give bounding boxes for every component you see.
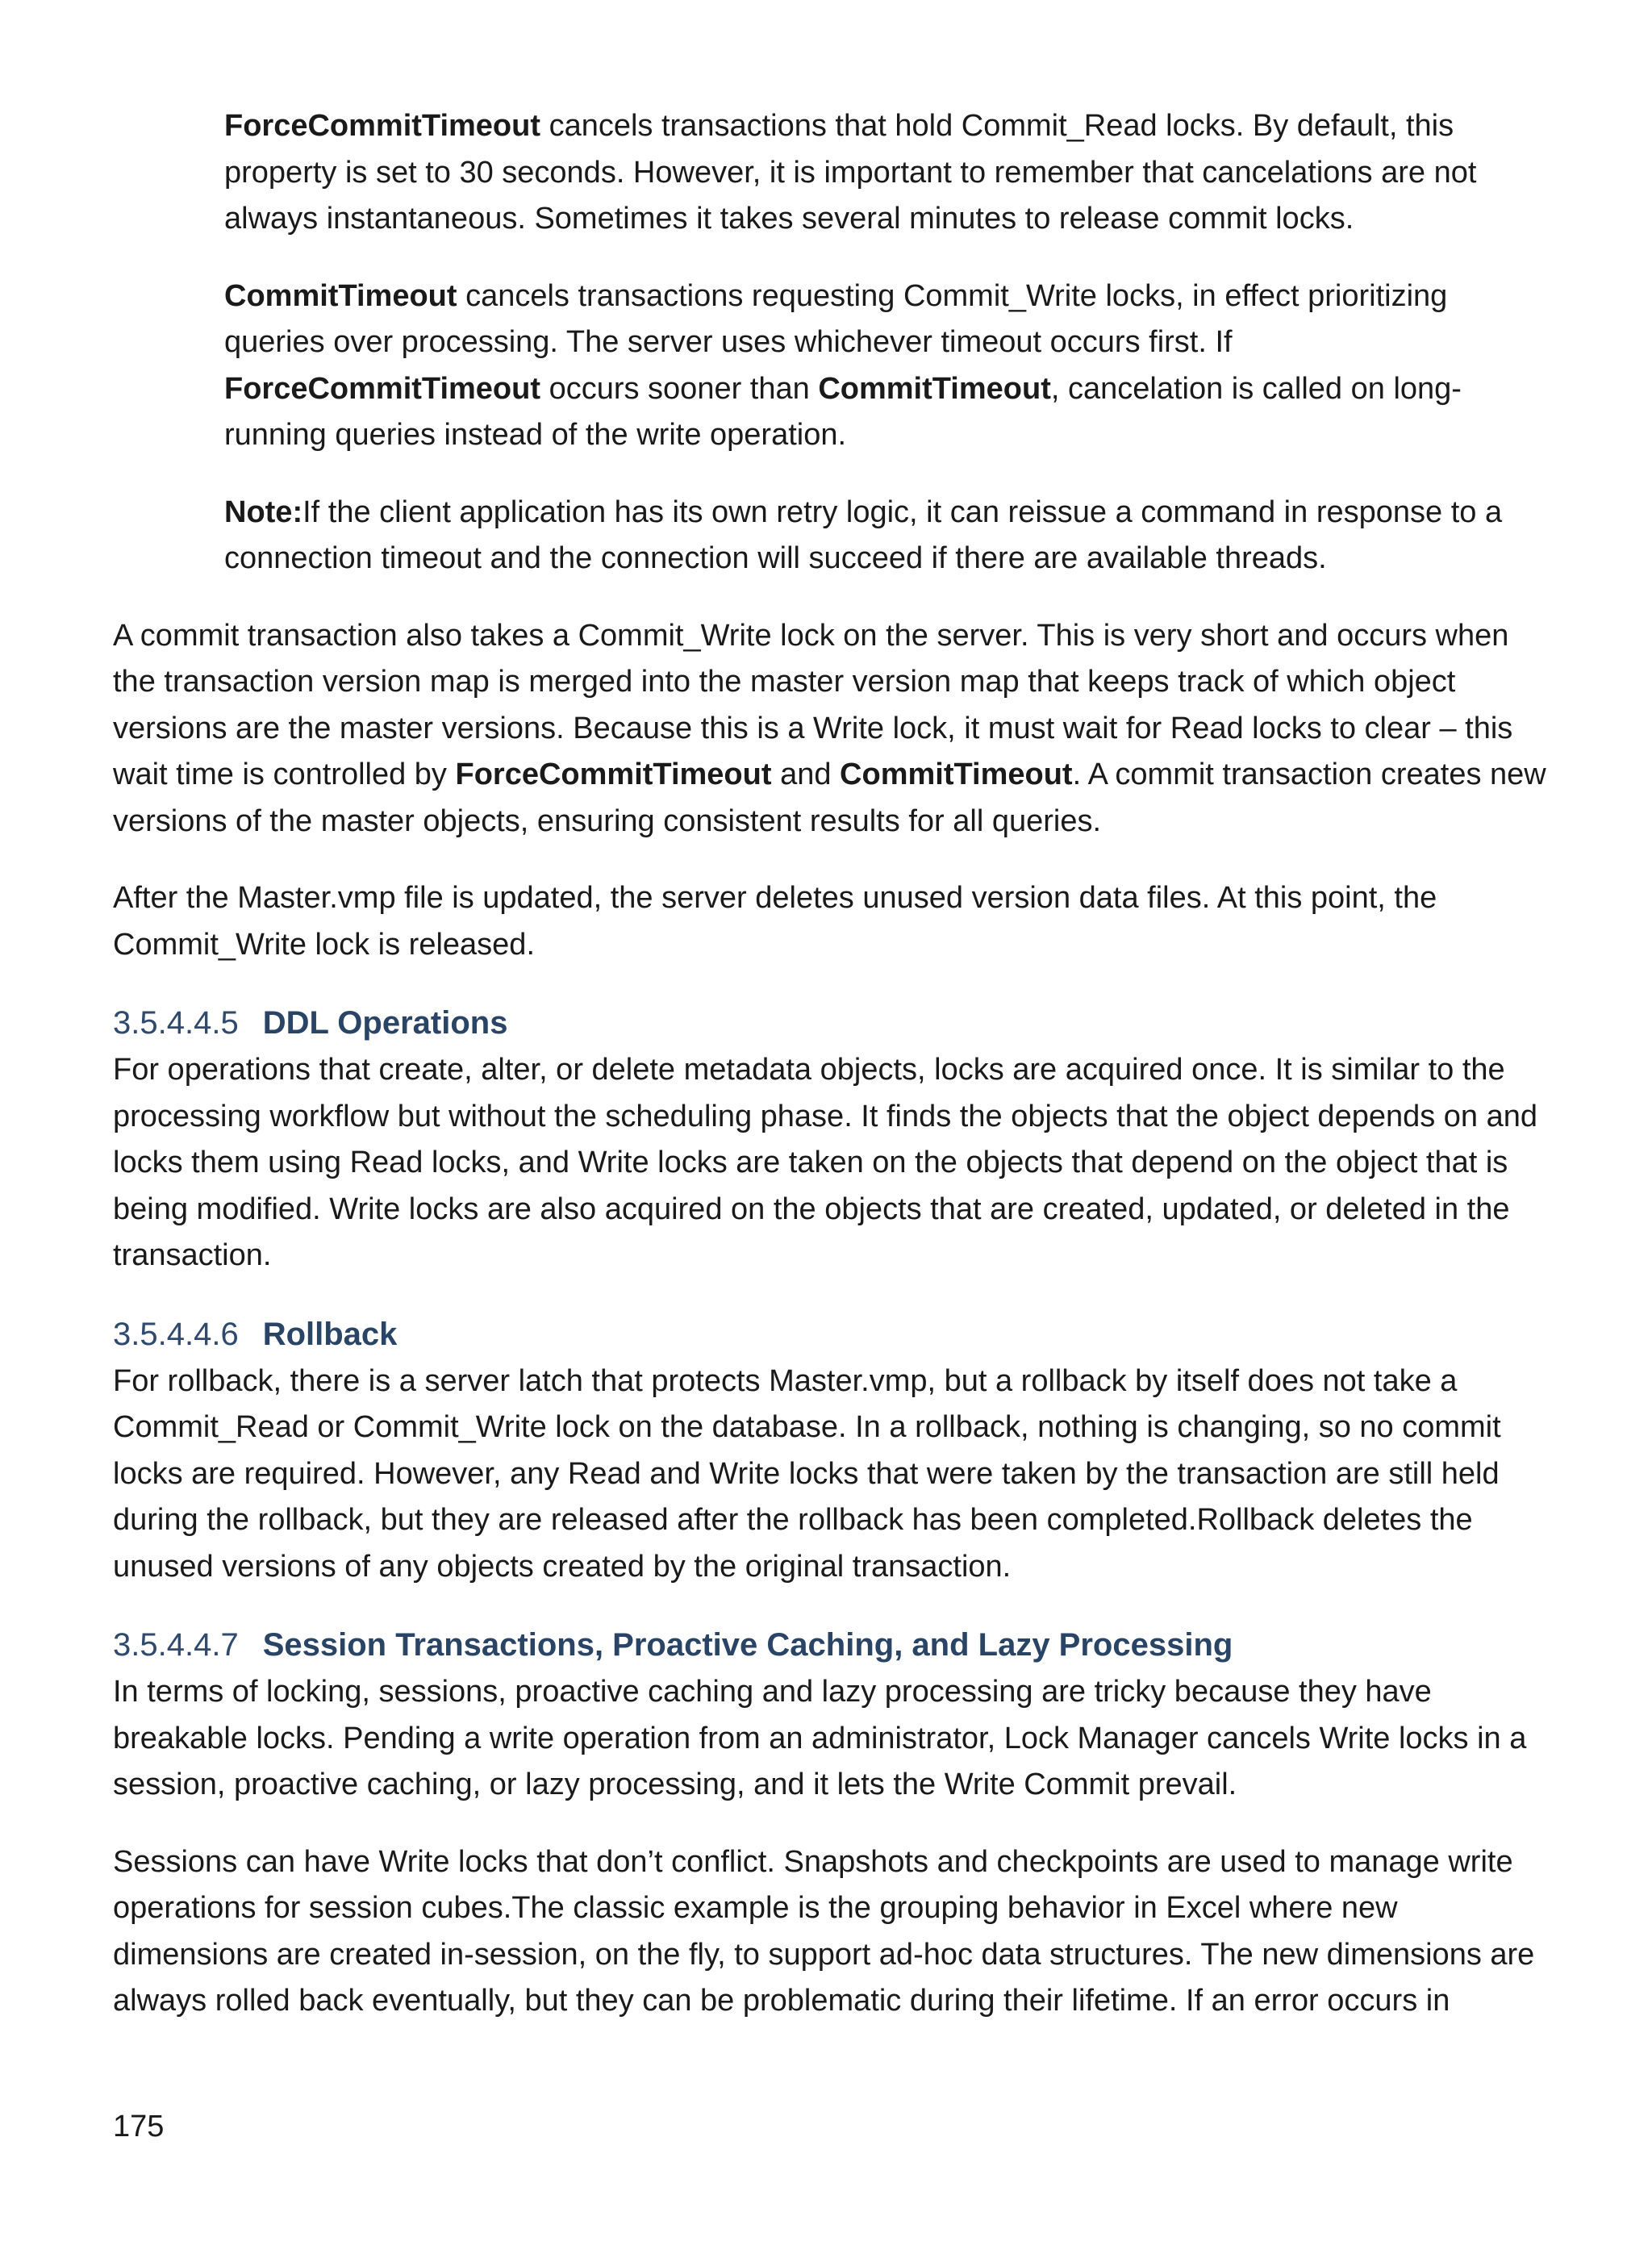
text-run: and	[771, 758, 841, 791]
text-run: occurs sooner than	[540, 371, 819, 406]
paragraph-rollback	[113, 1359, 1549, 1591]
page-number: 175	[113, 2110, 165, 2143]
note-label: Note:	[224, 495, 303, 529]
text-run: For rollback, there is a server latch that protects Master.vmp, but a rollback by itself does not take a Commit_Read or Commit_Write lock on the database. In a rollback, nothing is changing, so no commit locks are required. However, any Read and Write locks that were taken by the transaction are still held during the rollback, but they are released after the rollback has been completed.Rollback deletes the unused versions of any objects created by the original transaction.	[113, 1363, 1501, 1584]
page-content	[113, 103, 1549, 2056]
text-run: After the Master.vmp file is updated, the server deletes unused version data files. At this point, the Commit_Write lock is released.	[113, 881, 1437, 962]
paragraph-session-write-locks	[113, 1839, 1549, 2025]
paragraph-commit-timeout	[224, 273, 1549, 459]
section-heading-session-transactions	[113, 1621, 1549, 1669]
text-run: If the client application has its own retry logic, it can reissue a command in response to a connection timeout and the connection will succeed if there are available threads.	[224, 495, 1503, 575]
bold-term: CommitTimeout	[224, 278, 457, 313]
section-number: 3.5.4.4.7	[113, 1627, 239, 1663]
paragraph-force-commit-timeout	[224, 103, 1549, 243]
bold-term: CommitTimeout	[818, 371, 1051, 406]
bold-term: ForceCommitTimeout	[224, 371, 541, 406]
paragraph-master-vmp	[113, 875, 1549, 968]
text-run: cancels transactions that hold Commit_Read locks. By default, this property is set to 30 seconds. However, it is important to remember that cancelations are not always instantaneous. Sometimes it takes several minutes to release commit locks.	[224, 109, 1477, 236]
bold-term: ForceCommitTimeout	[455, 758, 772, 791]
paragraph-session-locking	[113, 1669, 1549, 1809]
text-run: Sessions can have Write locks that don’t conflict. Snapshots and checkpoints are used to manage write operations for session cubes.The classic example is the grouping behavior in Excel where new dimensions are created in-session, on the fly, to support ad-hoc data structures. The new dimensions are always rolled back eventually, but they can be problematic during their lifetime. If an error occurs in	[113, 1844, 1535, 2018]
section-heading-ddl-operations	[113, 999, 1549, 1047]
bold-term: ForceCommitTimeout	[224, 109, 541, 143]
bold-term: CommitTimeout	[840, 758, 1073, 791]
section-number: 3.5.4.4.6	[113, 1316, 239, 1352]
section-heading-rollback	[113, 1310, 1549, 1359]
text-run: In terms of locking, sessions, proactive caching and lazy processing are tricky because they have breakable locks. Pending a write operation from an administrator, Lock Manager cancels Write locks in a session, proactive caching, or lazy processing, and it lets the Write Commit prevail.	[113, 1675, 1527, 1801]
paragraph-note	[224, 490, 1549, 582]
text-run: cancels transactions requesting Commit_Write locks, in effect prioritizing queries over processing. The server uses whichever timeout occurs first. If	[224, 278, 1448, 359]
paragraph-ddl-operations	[113, 1047, 1549, 1279]
paragraph-commit-transaction	[113, 613, 1549, 845]
text-run: For operations that create, alter, or delete metadata objects, locks are acquired once. It is similar to the processing workflow but without the scheduling phase. It finds the objects that the object depends on and locks them using Read locks, and Write locks are taken on the objects that depend on the object that is being modified. Write locks are also acquired on the objects that are created, updated, or deleted in the transaction.	[113, 1053, 1538, 1272]
text-run: , cancelation is called on long-running queries instead of the write operation.	[224, 371, 1462, 452]
text-run: . A commit transaction creates new versions of the master objects, ensuring consistent results for all queries.	[113, 758, 1546, 838]
section-title: DDL Operations	[262, 1005, 508, 1041]
section-number: 3.5.4.4.5	[113, 1005, 239, 1041]
text-run: A commit transaction also takes a Commit_Write lock on the server. This is very short and occurs when the transaction version map is merged into the master version map that keeps track of which object versions are the master versions. Because this is a Write lock, it must wait for Read locks to clear – this wait time is controlled by	[113, 618, 1513, 791]
section-title: Session Transactions, Proactive Caching, and Lazy Processing	[262, 1627, 1233, 1663]
section-title: Rollback	[262, 1316, 398, 1352]
